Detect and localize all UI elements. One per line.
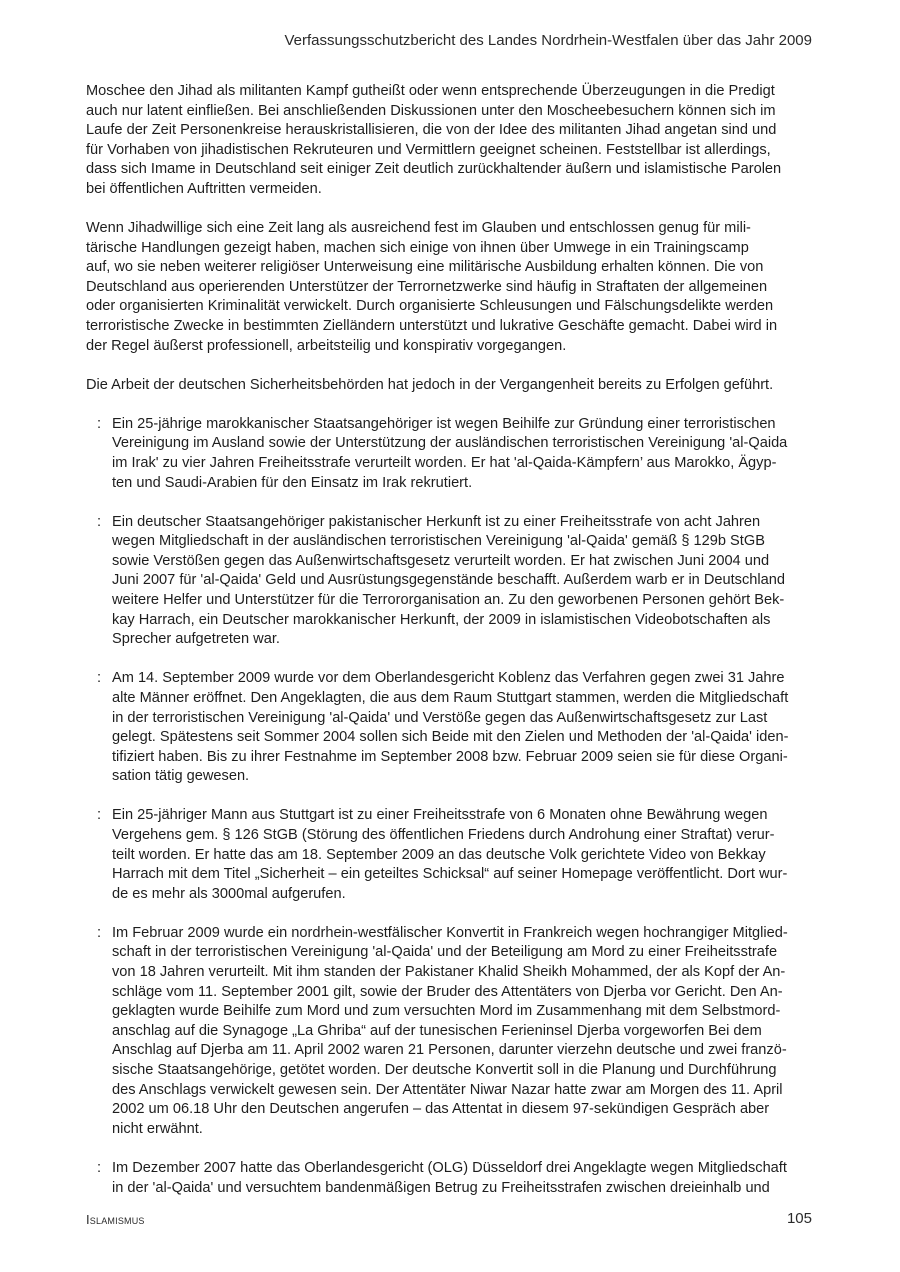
list-item (86, 924, 816, 1140)
footer-section-name: Islamismus (86, 1212, 145, 1227)
bullet-marker: : (97, 807, 102, 824)
list-item (86, 513, 816, 650)
bullet-marker: : (97, 670, 102, 687)
paragraph: Wenn Jihadwillige sich eine Zeit lang als ausreichend fest im Glauben und entschlossen genug für mili- tärische Handlungen gezeigt haben, machen sich einige von ihnen über Umwege in ein Trainingscamp auf, wo sie neben weiterer religiöser Unterweisung eine militärische Ausbildung erhalten können. Die von Deutschland aus operierenden Unterstützer der Terrornetzwerke sind häufig in Straftaten der allgemeinen oder organisierten Kriminalität verwickelt. Durch organisierte Schleusungen und Fälschungsdelikte werden terroristische Zwecke in bestimmten Zielländern unterstützt und lukrative Geschäfte gemacht. Dabei wird in der Regel äußerst professionell, arbeitsteilig und konspirativ vorgegangen. (86, 220, 778, 354)
list-item (86, 1159, 816, 1198)
page-number: 105 (786, 1210, 812, 1227)
list-item-text: Im Dezember 2007 hatte das Oberlandesgericht (OLG) Düsseldorf drei Angeklagte wegen Mitgliedschaft in der 'al-Qaida' und versuchtem bandenmäßigen Betrug zu Freiheitsstrafen zwischen dreieinhalb und (112, 1159, 787, 1196)
document-body (86, 82, 816, 1218)
list-item (86, 669, 816, 787)
list-item (86, 415, 816, 493)
bullet-marker: : (97, 1159, 102, 1176)
bullet-list (86, 415, 816, 1198)
bullet-marker: : (97, 415, 102, 432)
list-item-text: Ein deutscher Staatsangehöriger pakistanischer Herkunft ist zu einer Freiheitsstrafe von acht Jahren wegen Mitgliedschaft in der ausländischen terroristischen Vereinigung 'al-Qaida' gemäß § 129b StGB sowie Verstößen gegen das Außenwirtschaftsgesetz verurteilt worden. Er hat zwischen Juni 2004 und Juni 2007 für 'al-Qaida' Geld und Ausrüstungsgegenstände beschafft. Außerdem warb er in Deutschland weitere Helfer und Unterstützer für die Terrororganisation an. Zu den geworbenen Personen gehört Bek- kay Harrach, ein Deutscher marokkanischer Herkunft, der 2009 in islamistischen Videobotschaften als Sprecher aufgetreten war. (112, 513, 785, 648)
list-item-text: Am 14. September 2009 wurde vor dem Oberlandesgericht Koblenz das Verfahren gegen zwei 31 Jahre alte Männer eröffnet. Den Angeklagten, die aus dem Raum Stuttgart stammen, werden die Mitgliedschaft in der terroristischen Vereinigung 'al-Qaida' und Verstöße gegen das Außenwirtschaftsgesetz zur Last gelegt. Spätestens seit Sommer 2004 sollen sich Beide mit den Zielen und Methoden der 'al-Qaida' iden- tifiziert haben. Bis zu ihrer Festnahme im September 2008 bzw. Februar 2009 seien sie für diese Organi- sation tätig gewesen. (112, 670, 789, 785)
list-item (86, 806, 816, 904)
list-item-text: Ein 25-jährige marokkanischer Staatsangehöriger ist wegen Beihilfe zur Gründung einer terroristischen Vereinigung im Ausland sowie der Unterstützung der ausländischen terroristischen Vereinigung 'al-Qaida im Irak' zu vier Jahren Freiheitsstrafe verurteilt worden. Er hat 'al-Qaida-Kämpfern’ aus Marokko, Ägyp- ten und Saudi-Arabien für den Einsatz im Irak rekrutiert. (112, 415, 788, 491)
list-item-text: Ein 25-jähriger Mann aus Stuttgart ist zu einer Freiheitsstrafe von 6 Monaten ohne Bewährung wegen Vergehens gem. § 126 StGB (Störung des öffentlichen Friedens durch Androhung einer Straftat) verur- teilt worden. Er hatte das am 18. September 2009 an das deutsche Volk gerichtete Video von Bekkay Harrach mit dem Titel „Sicherheit – ein geteiltes Schicksal“ auf seiner Homepage veröffentlicht. Dort wur- de es mehr als 3000mal aufgerufen. (112, 807, 788, 902)
bullet-marker: : (97, 513, 102, 530)
bullet-marker: : (97, 924, 102, 941)
paragraph: Moschee den Jihad als militanten Kampf gutheißt oder wenn entsprechende Überzeugungen in die Predigt auch nur latent einfließen. Bei anschließenden Diskussionen unter den Moscheebesuchern können sich im Laufe der Zeit Personenkreise herauskristallisieren, die von der Idee des militanten Jihad angetan sind und für Vorhaben von jihadistischen Rekruteuren und Vermittlern geeignet scheinen. Feststellbar ist allerdings, dass sich Imame in Deutschland seit einiger Zeit deutlich zurückhaltender äußern und islamistische Parolen bei öffentlichen Auftritten vermeiden. (86, 83, 782, 197)
list-item-text: Im Februar 2009 wurde ein nordrhein-westfälischer Konvertit in Frankreich wegen hochrangiger Mitglied- schaft in der terroristischen Vereinigung 'al-Qaida' und der Beteiligung am Mord zu einer Freiheitsstrafe von 18 Jahren verurteilt. Mit ihm standen der Pakistaner Khalid Sheikh Mohammed, der als Kopf der An- schläge vom 11. September 2001 gilt, sowie der Bruder des Attentäters von Djerba vor Gericht. Den An- geklagten wurde Beihilfe zum Mord und zum versuchten Mord im Zusammenhang mit dem Selbstmord- anschlag auf die Synagoge „La Ghriba“ auf der tunesischen Ferieninsel Djerba vorgeworfen Bei dem Anschlag auf Djerba am 11. April 2002 waren 21 Personen, darunter vierzehn deutsche und zwei franzö- sische Staatsangehörige, getötet worden. Der deutsche Konvertit soll in die Planung und Durchführung des Anschlags verwickelt gewesen sein. Der Attentäter Niwar Nazar hatte zwar am Morgen des 11. April 2002 um 06.18 Uhr den Deutschen angerufen – das Attentat in diesem 97-sekündigen Gespräch aber nicht erwähnt. (112, 924, 788, 1137)
paragraph: Die Arbeit der deutschen Sicherheitsbehörden hat jedoch in der Vergangenheit bereits zu Erfolgen geführt. (86, 376, 774, 393)
running-header: Verfassungsschutzbericht des Landes Nordrhein-Westfalen über das Jahr 2009 (284, 32, 812, 49)
